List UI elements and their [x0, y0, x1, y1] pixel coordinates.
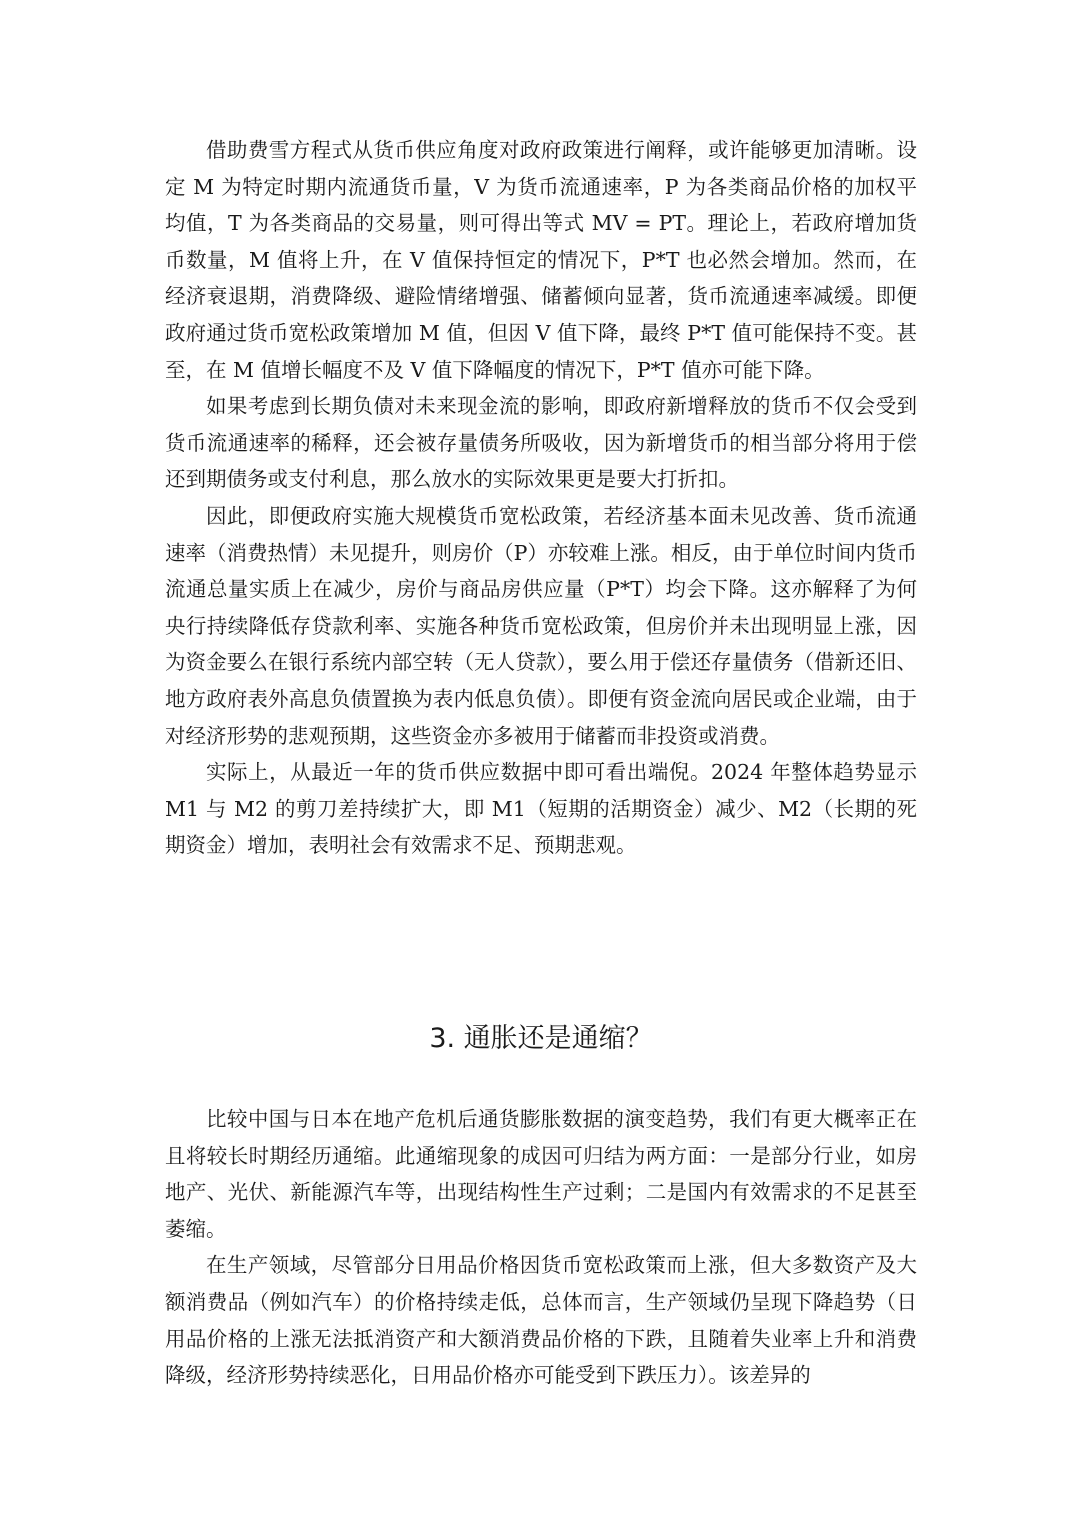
paragraph-production-sector: 在生产领域，尽管部分日用品价格因货币宽松政策而上涨，但大多数资产及大额消费品（例如汽车）的价格持续走低，总体而言，生产领域仍呈现下降趋势（日用品价格的上涨无法抵消资产和大额消费品价格的下跌，且随着失业率上升和消费降级，经济形势持续恶化，日用品价格亦可能受到下跌压力）。该差异的	[165, 1253, 917, 1388]
section-money-supply	[165, 132, 917, 864]
paragraph-fisher-equation: 借助费雪方程式从货币供应角度对政府政策进行阐释，或许能够更加清晰。设定 M 为特定时期内流通货币量，V 为货币流通速率，P 为各类商品价格的加权平均值，T 为各类商品的交易量，则可得出等式 MV = PT。理论上，若政府增加货币数量，M 值将上升，在 V 值保持恒定的情况下，P*T 也必然会增加。然而，在经济衰退期，消费降级、避险情绪增强、储蓄倾向显著，货币流通速率减缓。即便政府通过货币宽松政策增加 M 值，但因 V 值下降，最终 P*T 值可能保持不变。甚至，在 M 值增长幅度不及 V 值下降幅度的情况下，P*T 值亦可能下降。	[165, 138, 917, 382]
paragraph-deflation-causes: 比较中国与日本在地产危机后通货膨胀数据的演变趋势，我们有更大概率正在且将较长时期经历通缩。此通缩现象的成因可归结为两方面：一是部分行业，如房地产、光伏、新能源汽车等，出现结构性生产过剩；二是国内有效需求的不足甚至萎缩。	[165, 1107, 917, 1241]
paragraph-m1-m2-gap: 实际上，从最近一年的货币供应数据中即可看出端倪。2024 年整体趋势显示 M1 与 M2 的剪刀差持续扩大，即 M1（短期的活期资金）减少、M2（长期的死期资金）增加，表明社会有效需求不足、预期悲观。	[165, 760, 917, 858]
document-page	[165, 132, 917, 1388]
paragraph-housing-prices: 因此，即便政府实施大规模货币宽松政策，若经济基本面未见改善、货币流通速率（消费热情）未见提升，则房价（P）亦较难上涨。相反，由于单位时间内货币流通总量实质上在减少，房价与商品房供应量（P*T）均会下降。这亦解释了为何央行持续降低存贷款利率、实施各种货币宽松政策，但房价并未出现明显上涨，因为资金要么在银行系统内部空转（无人贷款），要么用于偿还存量债务（借新还旧、地方政府表外高息负债置换为表内低息负债）。即便有资金流向居民或企业端，由于对经济形势的悲观预期，这些资金亦多被用于储蓄而非投资或消费。	[165, 503, 917, 748]
paragraph-long-term-debt: 如果考虑到长期负债对未来现金流的影响，即政府新增释放的货币不仅会受到货币流通速率的稀释，还会被存量债务所吸收，因为新增货币的相当部分将用于偿还到期债务或支付利息，那么放水的实际效果更是要大打折扣。	[165, 394, 917, 492]
section-inflation-deflation	[165, 1101, 917, 1394]
section-heading: 3. 通胀还是通缩？	[429, 1023, 653, 1054]
